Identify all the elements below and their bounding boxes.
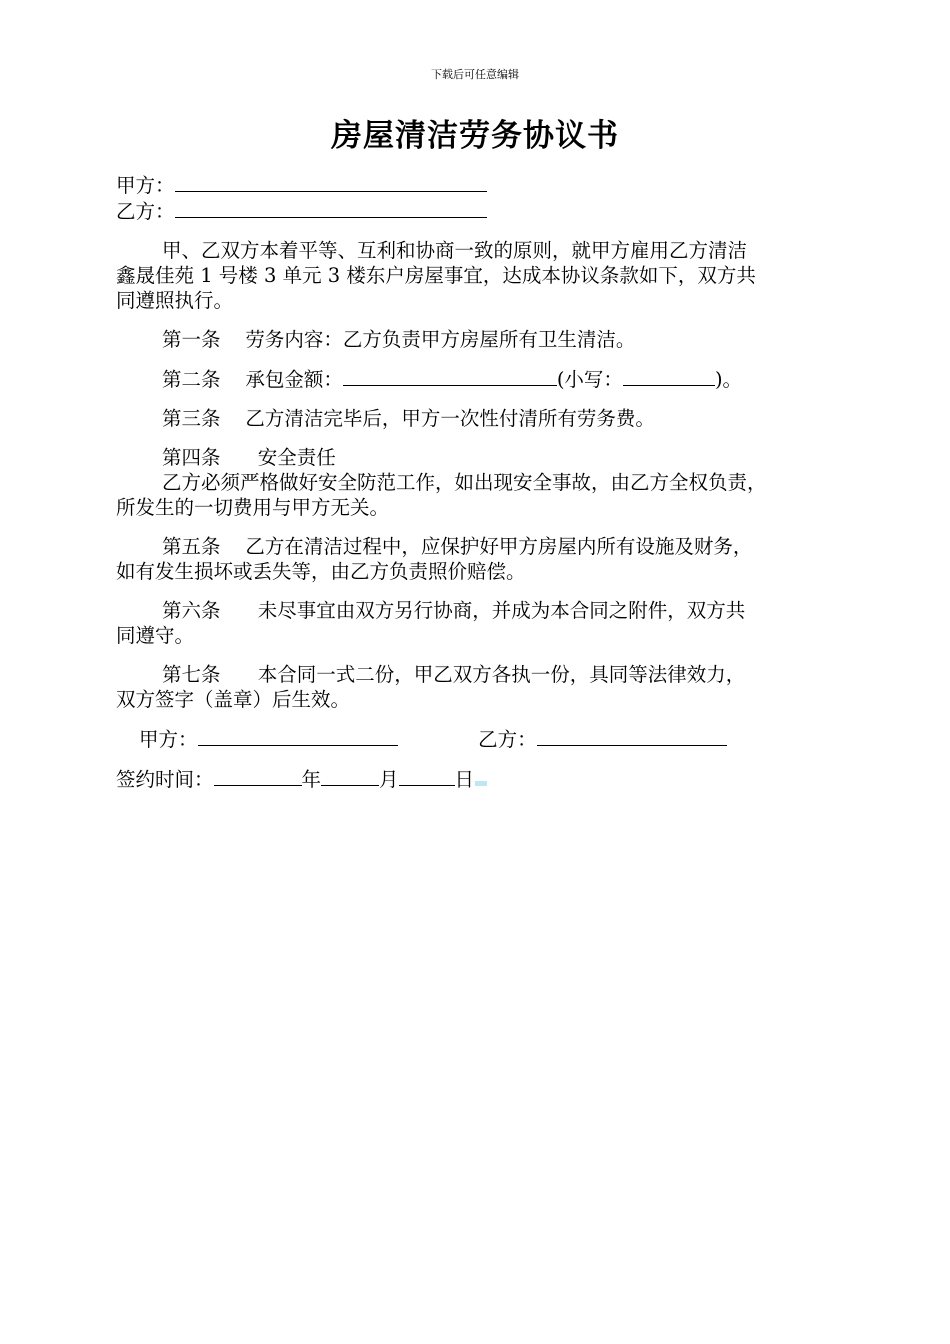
signature-a-blank[interactable] (198, 726, 398, 746)
party-a-line (116, 172, 844, 198)
header-note: 下载后可任意编辑 (431, 68, 519, 81)
article-5 (116, 534, 844, 584)
article-6-text: 未尽事宜由双方另行协商，并成为本合同之附件，双方共 (257, 599, 746, 622)
article-2 (116, 366, 844, 392)
article-3-number: 第三条 (162, 407, 221, 430)
article-7-text: 本合同一式二份，甲乙双方各执一份，具同等法律效力， (257, 663, 746, 686)
article-6-number: 第六条 (162, 599, 221, 622)
signature-a-label: 甲方： (139, 728, 198, 751)
amount-lowercase-blank[interactable] (623, 366, 715, 386)
party-b-line (116, 198, 844, 224)
article-2-suffix: )。 (714, 368, 743, 391)
signing-date-row (116, 766, 844, 792)
signing-date-label: 签约时间： (116, 768, 214, 791)
article-4 (116, 445, 844, 520)
article-2-mid: (小写： (556, 368, 623, 391)
day-blank[interactable] (399, 766, 455, 786)
signature-row (139, 726, 844, 752)
article-7-number: 第七条 (162, 663, 221, 686)
month-label: 月 (379, 768, 399, 791)
article-3-text: 乙方清洁完毕后，甲方一次性付清所有劳务费。 (245, 407, 655, 430)
article-7-line-1 (116, 662, 844, 687)
article-6 (116, 598, 844, 648)
intro-line-3: 同遵照执行。 (116, 289, 234, 312)
document-title: 房屋清洁劳务协议书 (331, 118, 619, 154)
article-4-number: 第四条 (162, 446, 221, 469)
article-5-text: 乙方在清洁过程中，应保护好甲方房屋内所有设施及财务， (245, 535, 753, 558)
intro-paragraph (116, 238, 844, 313)
text-cursor-marker (475, 781, 487, 786)
article-5-number: 第五条 (162, 535, 221, 558)
signature-b-blank[interactable] (537, 726, 727, 746)
article-4-line-1: 乙方必须严格做好安全防范工作，如出现安全事故，由乙方全权负责， (162, 471, 767, 494)
article-6-line-1 (116, 598, 844, 623)
amount-blank[interactable] (343, 366, 557, 386)
article-4-heading: 安全责任 (257, 446, 336, 469)
intro-line-2: 鑫晟佳苑 1 号楼 3 单元 3 楼东户房屋事宜，达成本协议条款如下，双方共 (116, 264, 756, 287)
document-body (116, 172, 844, 792)
day-label: 日 (454, 768, 475, 791)
article-1 (116, 327, 844, 352)
article-5-line-2: 如有发生损坏或丢失等，由乙方负责照价赔偿。 (116, 560, 526, 583)
party-a-blank[interactable] (175, 172, 487, 192)
month-blank[interactable] (321, 766, 379, 786)
article-4-heading-line (116, 445, 844, 470)
article-1-text: 劳务内容：乙方负责甲方房屋所有卫生清洁。 (245, 328, 636, 351)
article-5-line-1 (116, 534, 844, 559)
article-7-line-2: 双方签字（盖章）后生效。 (116, 688, 351, 711)
party-a-label: 甲方： (116, 174, 175, 197)
article-1-number: 第一条 (162, 328, 221, 351)
intro-line-1: 甲、乙双方本着平等、互利和协商一致的原则，就甲方雇用乙方清洁 (162, 239, 748, 262)
signature-b-label: 乙方： (478, 728, 537, 751)
article-6-line-2: 同遵守。 (116, 624, 195, 647)
article-3 (116, 406, 844, 431)
article-2-number: 第二条 (162, 368, 221, 391)
article-7 (116, 662, 844, 712)
party-b-blank[interactable] (175, 198, 487, 218)
article-2-prefix: 承包金额： (245, 368, 343, 391)
year-blank[interactable] (214, 766, 302, 786)
year-label: 年 (301, 768, 322, 791)
article-4-line-2: 所发生的一切费用与甲方无关。 (116, 496, 390, 519)
party-b-label: 乙方： (116, 200, 175, 223)
